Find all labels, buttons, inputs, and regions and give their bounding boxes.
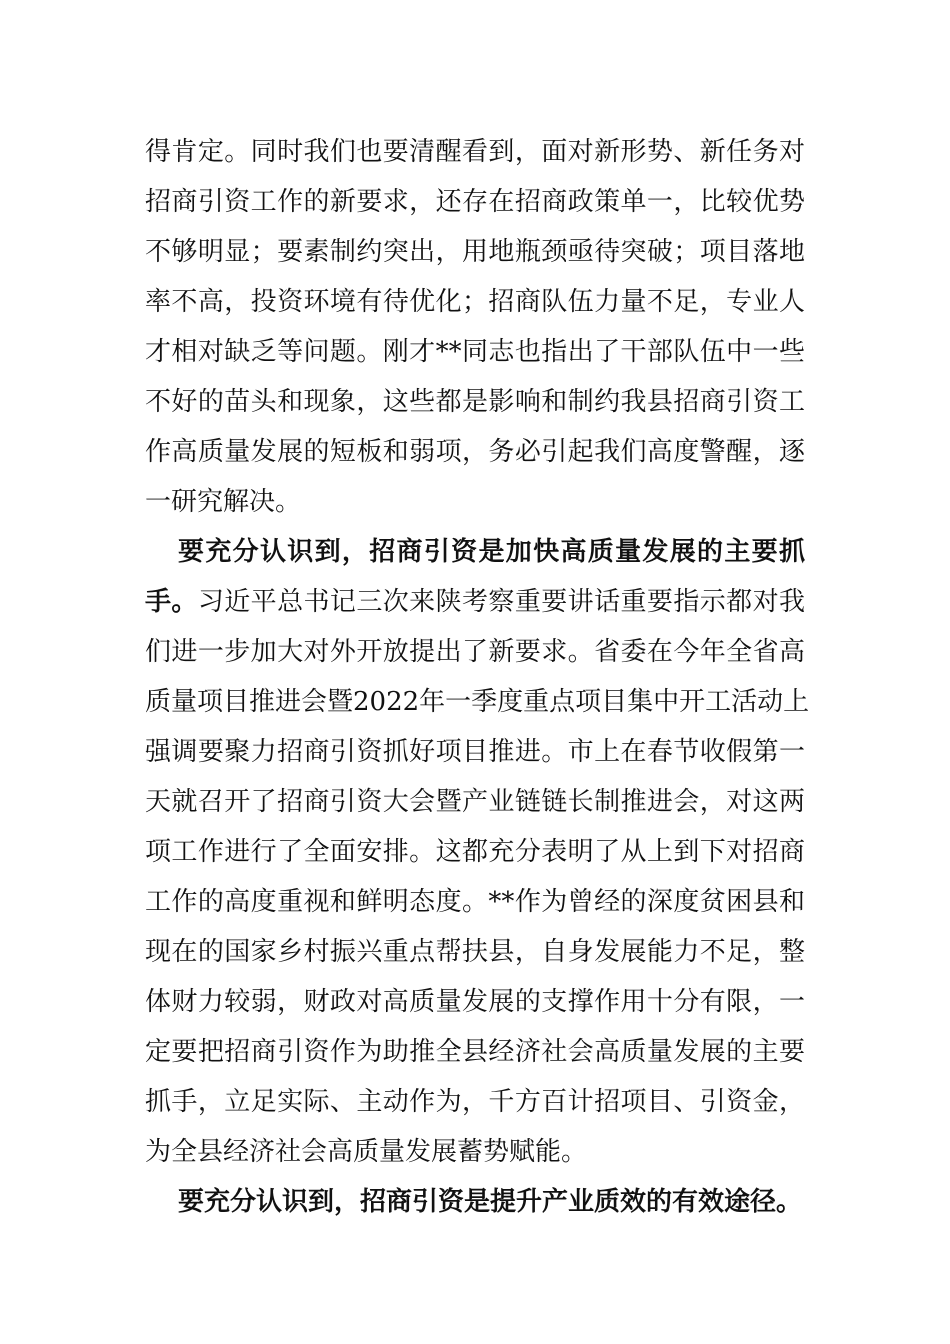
text-line: 一研究解决。 [145, 487, 302, 517]
text-line: 强调要聚力招商引资抓好项目推进。市上在春节收假第一 [145, 737, 805, 767]
text-line: 质量项目推进会暨2022年一季度重点项目集中开工活动上 [145, 687, 810, 717]
text-line: 作高质量发展的短板和弱项，务必引起我们高度警醒，逐 [145, 437, 805, 467]
text-line: 率不高，投资环境有待优化；招商队伍力量不足，专业人 [145, 287, 805, 317]
text-line: 现在的国家乡村振兴重点帮扶县，自身发展能力不足，整 [145, 937, 805, 967]
section-heading-2: 要充分认识到，招商引资是提升产业质效的有效途径。 [178, 1187, 803, 1217]
text-line: 工作的高度重视和鲜明态度。**作为曾经的深度贫困县和 [145, 887, 805, 917]
text-line: 们进一步加大对外开放提出了新要求。省委在今年全省高 [145, 637, 805, 667]
text-line [145, 577, 805, 627]
text-line: 体财力较弱，财政对高质量发展的支撑作用十分有限，一 [145, 987, 805, 1017]
text-line: 抓手，立足实际、主动作为，千方百计招项目、引资金， [145, 1087, 805, 1117]
heading-continuation: 手。 [145, 587, 198, 617]
text-line: 为全县经济社会高质量发展蓄势赋能。 [145, 1137, 588, 1167]
text-line: 定要把招商引资作为助推全县经济社会高质量发展的主要 [145, 1037, 805, 1067]
text-line: 项工作进行了全面安排。这都充分表明了从上到下对招商 [145, 837, 805, 867]
text-segment: 习近平总书记三次来陕考察重要讲话重要指示都对我 [197, 587, 805, 617]
section-heading-1: 要充分认识到，招商引资是加快高质量发展的主要抓 [178, 537, 805, 567]
text-line: 招商引资工作的新要求，还存在招商政策单一，比较优势 [145, 187, 805, 217]
text-line: 得肯定。同时我们也要清醒看到，面对新形势、新任务对 [145, 137, 805, 167]
text-line: 不够明显；要素制约突出，用地瓶颈亟待突破；项目落地 [145, 237, 805, 267]
text-line: 不好的苗头和现象，这些都是影响和制约我县招商引资工 [145, 387, 805, 417]
text-line: 才相对缺乏等问题。刚才**同志也指出了干部队伍中一些 [145, 337, 805, 367]
text-line: 天就召开了招商引资大会暨产业链链长制推进会，对这两 [145, 787, 805, 817]
